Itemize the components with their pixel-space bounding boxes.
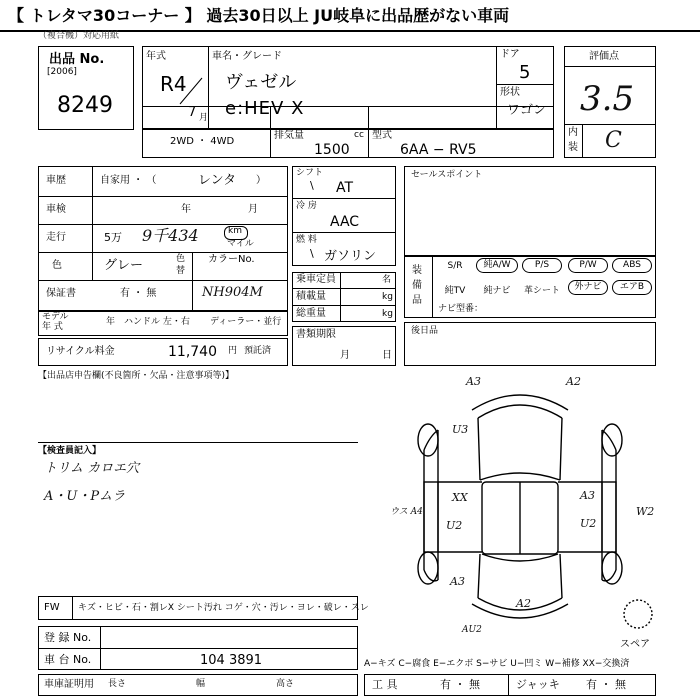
damage-mark-xx: XX bbox=[452, 491, 468, 504]
aircon-value: AAC bbox=[330, 214, 360, 230]
mileage-km: km bbox=[228, 226, 242, 236]
model-label: 型式 bbox=[372, 130, 392, 141]
interior-label-2: 装 bbox=[568, 142, 578, 153]
certificate-length: 長さ bbox=[108, 679, 127, 689]
history-options: 自家用 ・ （ bbox=[100, 175, 157, 186]
doc-period-month: 月 bbox=[340, 350, 350, 361]
load-label: 積載量 bbox=[296, 291, 326, 302]
tools-options: 有 ・ 無 bbox=[440, 678, 480, 691]
declaration-label: 【出品店申告欄(不良箇所・欠品・注意事項等)】 bbox=[38, 371, 235, 381]
inspector-line-2: A・U・Pムラ bbox=[44, 489, 126, 504]
color-no-label: カラーNo. bbox=[208, 254, 255, 265]
mileage-mile: マイル bbox=[227, 239, 254, 249]
score-value: 3.5 bbox=[580, 79, 635, 119]
model-year-dealer: ディーラー・並行 bbox=[210, 317, 282, 327]
chassis-label: 車 台 No. bbox=[44, 653, 92, 666]
damage-mark-au2: AU2 bbox=[462, 625, 482, 635]
damage-mark-w2: W2 bbox=[636, 505, 655, 518]
model-year-l2: 年 式 bbox=[42, 322, 63, 332]
chassis-value: 104 3891 bbox=[200, 653, 263, 668]
recycle-value: 11,740 bbox=[168, 344, 217, 360]
car-name: ヴェゼル bbox=[225, 72, 297, 93]
color-repaint-2: 替 bbox=[176, 266, 186, 276]
legend: A−キズ C−腐食 E−エクボ S−サビ U−凹ミ W−補修 XX−交換済 bbox=[364, 659, 630, 669]
sales-point-box bbox=[404, 166, 656, 256]
certificate-height: 高さ bbox=[276, 679, 295, 689]
jack-options: 有 ・ 無 bbox=[586, 678, 626, 691]
equip-power-steering: P/S bbox=[522, 258, 562, 273]
recycle-status: 預託済 bbox=[244, 346, 272, 356]
interior-value: C bbox=[605, 128, 622, 153]
later-install-box bbox=[404, 322, 656, 366]
model-year-l1: モデル bbox=[42, 312, 69, 322]
damage-mark-a3-right: A3 bbox=[580, 489, 595, 502]
color-no-value: NH904M bbox=[202, 285, 263, 300]
doors-value: 5 bbox=[519, 62, 531, 83]
fuel-value: ガソリン bbox=[324, 249, 377, 264]
sales-point-label: セールスポイント bbox=[411, 170, 483, 180]
color-label: 色 bbox=[52, 260, 62, 271]
doc-period-day: 日 bbox=[382, 350, 392, 361]
model-value: 6AA − RV5 bbox=[400, 142, 477, 158]
fw-label: FW bbox=[44, 602, 60, 613]
mileage-value: 9千434 bbox=[142, 226, 199, 245]
year-month: 7 bbox=[188, 105, 197, 120]
color-repaint-1: 色 bbox=[176, 254, 186, 264]
equip-tv: 純TV bbox=[444, 286, 466, 296]
displacement-value: 1500 bbox=[314, 142, 350, 158]
displacement-unit: cc bbox=[354, 130, 364, 140]
doors-label: ドア bbox=[500, 49, 520, 60]
equip-label-2: 備 bbox=[412, 280, 422, 291]
year-era: R4 bbox=[160, 72, 187, 96]
inspector-line-1: トリム カロエ穴 bbox=[44, 461, 140, 476]
equip-navi-model: ナビ型番： bbox=[438, 304, 484, 314]
certificate-width: 幅 bbox=[196, 679, 206, 689]
inspection-label: 車検 bbox=[46, 204, 66, 215]
inspection-year: 年 bbox=[181, 204, 191, 215]
damage-mark-u3: U3 bbox=[452, 423, 469, 436]
color-value: グレー bbox=[104, 258, 144, 273]
equip-leather: 革シート bbox=[523, 286, 560, 296]
inspection-month: 月 bbox=[248, 204, 258, 215]
equip-alloy-wheels: 純A/W bbox=[476, 258, 518, 273]
side-mark: ウス A4 bbox=[390, 507, 423, 517]
equip-abs: ABS bbox=[612, 258, 652, 273]
model-year-year: 年 bbox=[106, 317, 116, 327]
banner bbox=[0, 0, 700, 32]
damage-mark-u2-right: U2 bbox=[580, 517, 597, 530]
shift-label: シフト bbox=[296, 168, 324, 178]
drive-options: 2WD ・ 4WD bbox=[170, 136, 235, 147]
equip-airbag: エアB bbox=[612, 280, 652, 295]
interior-label-1: 内 bbox=[568, 127, 578, 138]
doc-period-label: 書類期限 bbox=[296, 329, 336, 340]
score-label: 評価点 bbox=[589, 51, 619, 62]
year-label: 年式 bbox=[146, 51, 166, 62]
equip-sr: S/R bbox=[447, 261, 463, 271]
damage-mark-a3-rear: A3 bbox=[450, 575, 465, 588]
year-month-unit: 月 bbox=[199, 113, 209, 123]
damage-mark-a2-front-right: A2 bbox=[566, 375, 581, 388]
shape-value: ワゴン bbox=[507, 103, 547, 118]
history-label: 車歴 bbox=[46, 175, 66, 186]
equip-navi: 純ナビ bbox=[483, 286, 511, 296]
damage-mark-u2-left: U2 bbox=[446, 519, 463, 532]
car-grade: e:HEV X bbox=[225, 98, 305, 119]
equip-power-windows: P/W bbox=[568, 258, 608, 273]
fuel-tick: \ bbox=[310, 247, 314, 260]
equip-external-navi: 外ナビ bbox=[568, 280, 608, 295]
capacity-label: 乗車定員 bbox=[296, 274, 336, 285]
load-unit: kg bbox=[382, 292, 393, 302]
certificate-label: 車庫証明用 bbox=[44, 679, 94, 690]
mileage-label: 走行 bbox=[46, 232, 66, 243]
lot-box bbox=[38, 46, 134, 130]
weight-unit: kg bbox=[382, 309, 393, 319]
lot-tag: [2006] bbox=[47, 67, 77, 77]
mileage-man: 5万 bbox=[104, 231, 122, 244]
shift-tick: \ bbox=[310, 179, 314, 192]
fuel-label: 燃 料 bbox=[296, 235, 317, 245]
jack-label: ジャッキ bbox=[516, 678, 560, 691]
recycle-label: リサイクル料金 bbox=[46, 346, 115, 357]
lot-label: 出品 No. bbox=[49, 52, 105, 67]
spare-label: スペア bbox=[620, 639, 650, 650]
aircon-label: 冷 房 bbox=[296, 201, 317, 211]
model-year-handle: ハンドル 左・右 bbox=[124, 317, 190, 327]
damage-mark-a2-rear: A2 bbox=[516, 597, 531, 610]
displacement-label: 排気量 bbox=[274, 130, 304, 141]
shape-label: 形状 bbox=[500, 87, 520, 98]
equip-label-1: 装 bbox=[412, 265, 422, 276]
tools-label: 工 具 bbox=[372, 678, 398, 691]
damage-mark-a3-front-left: A3 bbox=[466, 375, 481, 388]
history-value: レンタ bbox=[198, 173, 237, 188]
car-label: 車名・グレード bbox=[212, 51, 282, 62]
registration-label: 登 録 No. bbox=[44, 631, 92, 644]
lot-number: 8249 bbox=[57, 93, 113, 118]
inspector-label: 【検査員記入】 bbox=[38, 446, 102, 456]
later-install-label: 後日品 bbox=[411, 326, 439, 336]
weight-label: 総重量 bbox=[296, 308, 326, 319]
warranty-options: 有 ・ 無 bbox=[120, 288, 157, 299]
warranty-label: 保証書 bbox=[46, 288, 76, 299]
shift-value: AT bbox=[336, 180, 354, 196]
history-close: ） bbox=[256, 175, 266, 186]
fw-text: キズ・ヒビ・石・割レX シート汚れ コゲ・穴・汚レ・ヨレ・破レ・スレ bbox=[78, 603, 369, 613]
banner-text: 【 トレタマ30コーナー 】 過去30日以上 JU岐阜に出品歴がない車両 bbox=[8, 6, 510, 25]
year-slash bbox=[176, 76, 206, 106]
sub-header: （複合機）対応用紙 bbox=[38, 31, 120, 41]
equip-label-3: 品 bbox=[412, 295, 422, 306]
recycle-unit: 円 bbox=[228, 346, 238, 356]
capacity-unit: 名 bbox=[382, 275, 392, 285]
